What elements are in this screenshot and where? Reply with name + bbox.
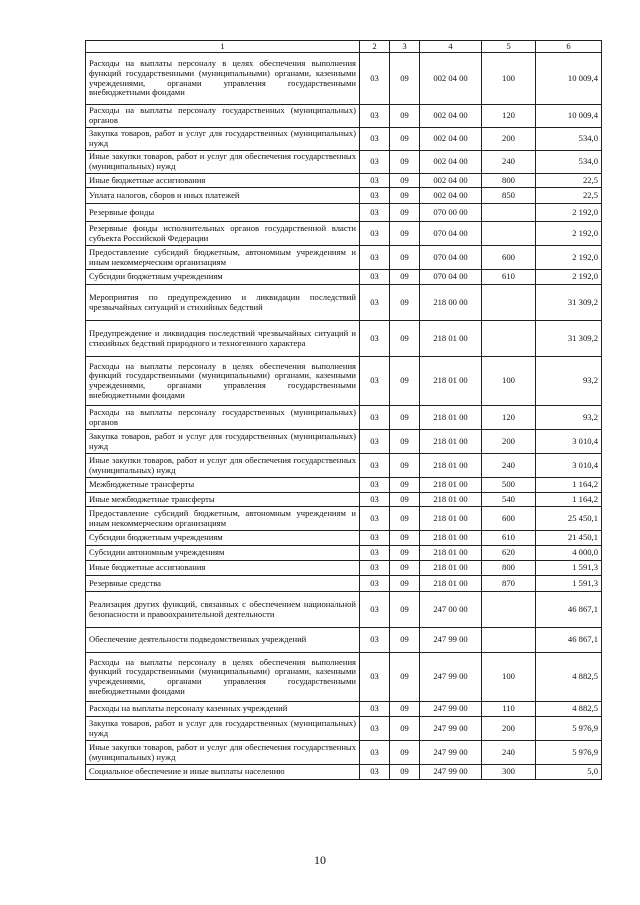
- cell-expense-type: 110: [482, 702, 536, 717]
- table-row: [86, 53, 602, 105]
- table-row: [86, 592, 602, 628]
- cell-target-article: 218 01 00: [420, 430, 482, 454]
- cell-subsection: 09: [390, 246, 420, 270]
- header-col-2: 2: [360, 41, 390, 53]
- cell-amount: 93,2: [536, 406, 602, 430]
- cell-subsection: 09: [390, 531, 420, 546]
- cell-target-article: 218 01 00: [420, 454, 482, 478]
- cell-expense-type: 800: [482, 174, 536, 188]
- cell-section: 03: [360, 53, 390, 105]
- cell-expense-type: 540: [482, 493, 536, 507]
- cell-section: 03: [360, 270, 390, 285]
- cell-expense-type: [482, 285, 536, 321]
- table-row: [86, 357, 602, 406]
- cell-target-article: 218 01 00: [420, 357, 482, 406]
- cell-section: 03: [360, 531, 390, 546]
- cell-amount: 10 009,4: [536, 53, 602, 105]
- cell-amount: 2 192,0: [536, 246, 602, 270]
- cell-target-article: 218 01 00: [420, 478, 482, 493]
- cell-section: 03: [360, 741, 390, 765]
- cell-section: 03: [360, 507, 390, 531]
- cell-subsection: 09: [390, 222, 420, 246]
- table-row: [86, 151, 602, 174]
- cell-name: Резервные средства: [86, 576, 360, 592]
- cell-target-article: 002 04 00: [420, 174, 482, 188]
- cell-target-article: 070 04 00: [420, 270, 482, 285]
- table-row: [86, 430, 602, 454]
- cell-name: Иные закупки товаров, работ и услуг для обеспечения государственных (муниципальных) нужд: [86, 454, 360, 478]
- table-row: [86, 653, 602, 702]
- cell-target-article: 218 01 00: [420, 576, 482, 592]
- cell-name: Уплата налогов, сборов и иных платежей: [86, 188, 360, 204]
- cell-amount: 1 164,2: [536, 478, 602, 493]
- cell-name: Расходы на выплаты персоналу в целях обеспечения выполнения функций государственными (муниципальными) органами, казенными учреждениями, органами управления государственными внебюджетными фондами: [86, 53, 360, 105]
- cell-expense-type: 100: [482, 357, 536, 406]
- cell-section: 03: [360, 357, 390, 406]
- cell-section: 03: [360, 546, 390, 561]
- cell-name: Межбюджетные трансферты: [86, 478, 360, 493]
- cell-section: 03: [360, 321, 390, 357]
- cell-name: Субсидии бюджетным учреждениям: [86, 270, 360, 285]
- cell-section: 03: [360, 561, 390, 576]
- cell-subsection: 09: [390, 270, 420, 285]
- cell-target-article: 070 04 00: [420, 222, 482, 246]
- cell-amount: 534,0: [536, 128, 602, 151]
- budget-sheet: [85, 40, 601, 780]
- table-row: [86, 531, 602, 546]
- cell-subsection: 09: [390, 478, 420, 493]
- table-body: [86, 53, 602, 780]
- cell-subsection: 09: [390, 592, 420, 628]
- cell-amount: 1 164,2: [536, 493, 602, 507]
- cell-name: Расходы на выплаты персоналу в целях обеспечения выполнения функций государственными (муниципальными) органами, казенными учреждениями, органами управления государственными внебюджетными фондами: [86, 653, 360, 702]
- cell-amount: 2 192,0: [536, 222, 602, 246]
- table-row: [86, 246, 602, 270]
- table-row: [86, 765, 602, 780]
- cell-amount: 93,2: [536, 357, 602, 406]
- cell-name: Расходы на выплаты персоналу казенных учреждений: [86, 702, 360, 717]
- cell-expense-type: 500: [482, 478, 536, 493]
- header-col-1: 1: [86, 41, 360, 53]
- cell-expense-type: 240: [482, 454, 536, 478]
- cell-target-article: 002 04 00: [420, 151, 482, 174]
- cell-amount: 22,5: [536, 174, 602, 188]
- cell-expense-type: 200: [482, 430, 536, 454]
- cell-expense-type: [482, 222, 536, 246]
- cell-amount: 22,5: [536, 188, 602, 204]
- table-row: [86, 105, 602, 128]
- cell-amount: 2 192,0: [536, 204, 602, 222]
- cell-amount: 46 867,1: [536, 592, 602, 628]
- cell-target-article: 002 04 00: [420, 105, 482, 128]
- cell-name: Расходы на выплаты персоналу государственных (муниципальных) органов: [86, 105, 360, 128]
- cell-name: Иные бюджетные ассигнования: [86, 174, 360, 188]
- cell-name: Закупка товаров, работ и услуг для государственных (муниципальных) нужд: [86, 430, 360, 454]
- header-col-4: 4: [420, 41, 482, 53]
- cell-amount: 5,0: [536, 765, 602, 780]
- table-row: [86, 321, 602, 357]
- cell-target-article: 247 99 00: [420, 628, 482, 653]
- cell-subsection: 09: [390, 576, 420, 592]
- cell-target-article: 218 01 00: [420, 561, 482, 576]
- cell-subsection: 09: [390, 493, 420, 507]
- cell-section: 03: [360, 628, 390, 653]
- cell-subsection: 09: [390, 628, 420, 653]
- table-row: [86, 128, 602, 151]
- table-row: [86, 741, 602, 765]
- cell-section: 03: [360, 246, 390, 270]
- cell-name: Иные межбюджетные трансферты: [86, 493, 360, 507]
- cell-expense-type: 100: [482, 653, 536, 702]
- cell-section: 03: [360, 430, 390, 454]
- cell-name: Закупка товаров, работ и услуг для государственных (муниципальных) нужд: [86, 717, 360, 741]
- cell-name: Иные закупки товаров, работ и услуг для обеспечения государственных (муниципальных) нужд: [86, 741, 360, 765]
- cell-section: 03: [360, 406, 390, 430]
- cell-amount: 46 867,1: [536, 628, 602, 653]
- cell-amount: 3 010,4: [536, 454, 602, 478]
- table-row: [86, 478, 602, 493]
- cell-expense-type: [482, 204, 536, 222]
- header-col-5: 5: [482, 41, 536, 53]
- cell-amount: 31 309,2: [536, 285, 602, 321]
- cell-expense-type: 620: [482, 546, 536, 561]
- cell-section: 03: [360, 765, 390, 780]
- table-row: [86, 270, 602, 285]
- cell-name: Мероприятия по предупреждению и ликвидации последствий чрезвычайных ситуаций и стихийных бедствий: [86, 285, 360, 321]
- table-row: [86, 628, 602, 653]
- cell-target-article: 218 01 00: [420, 507, 482, 531]
- cell-target-article: 247 99 00: [420, 741, 482, 765]
- table-row: [86, 493, 602, 507]
- cell-name: Предоставление субсидий бюджетным, автономным учреждениям и иным некоммерческим организациям: [86, 246, 360, 270]
- cell-section: 03: [360, 128, 390, 151]
- cell-target-article: 070 04 00: [420, 246, 482, 270]
- table-row: [86, 717, 602, 741]
- table-row: [86, 702, 602, 717]
- cell-name: Субсидии бюджетным учреждениям: [86, 531, 360, 546]
- cell-name: Обеспечение деятельности подведомственных учреждений: [86, 628, 360, 653]
- cell-expense-type: [482, 592, 536, 628]
- cell-subsection: 09: [390, 105, 420, 128]
- cell-target-article: 218 01 00: [420, 321, 482, 357]
- cell-expense-type: 120: [482, 105, 536, 128]
- cell-name: Предупреждение и ликвидация последствий чрезвычайных ситуаций и стихийных бедствий природного и техногенного характера: [86, 321, 360, 357]
- cell-subsection: 09: [390, 430, 420, 454]
- cell-name: Резервные фонды исполнительных органов государственной власти субъекта Российской Федерации: [86, 222, 360, 246]
- table-row: [86, 406, 602, 430]
- cell-target-article: 218 01 00: [420, 493, 482, 507]
- cell-target-article: 218 01 00: [420, 406, 482, 430]
- cell-name: Расходы на выплаты персоналу в целях обеспечения выполнения функций государственными (муниципальными) органами, казенными учреждениями, органами управления государственными внебюджетными фондами: [86, 357, 360, 406]
- cell-expense-type: 610: [482, 270, 536, 285]
- cell-expense-type: 240: [482, 151, 536, 174]
- table-header-row: [86, 41, 602, 53]
- cell-amount: 4 882,5: [536, 653, 602, 702]
- cell-subsection: 09: [390, 128, 420, 151]
- cell-section: 03: [360, 151, 390, 174]
- cell-expense-type: 610: [482, 531, 536, 546]
- cell-target-article: 247 00 00: [420, 592, 482, 628]
- table-row: [86, 222, 602, 246]
- cell-expense-type: 850: [482, 188, 536, 204]
- cell-expense-type: 120: [482, 406, 536, 430]
- table-row: [86, 576, 602, 592]
- cell-section: 03: [360, 188, 390, 204]
- cell-amount: 1 591,3: [536, 576, 602, 592]
- cell-section: 03: [360, 592, 390, 628]
- cell-subsection: 09: [390, 765, 420, 780]
- table-row: [86, 285, 602, 321]
- cell-target-article: 247 99 00: [420, 702, 482, 717]
- cell-subsection: 09: [390, 546, 420, 561]
- cell-name: Резервные фонды: [86, 204, 360, 222]
- cell-expense-type: 800: [482, 561, 536, 576]
- cell-subsection: 09: [390, 507, 420, 531]
- cell-name: Субсидии автономным учреждениям: [86, 546, 360, 561]
- cell-section: 03: [360, 493, 390, 507]
- cell-section: 03: [360, 105, 390, 128]
- cell-section: 03: [360, 222, 390, 246]
- cell-amount: 2 192,0: [536, 270, 602, 285]
- cell-subsection: 09: [390, 357, 420, 406]
- cell-section: 03: [360, 702, 390, 717]
- cell-section: 03: [360, 576, 390, 592]
- cell-subsection: 09: [390, 717, 420, 741]
- cell-subsection: 09: [390, 151, 420, 174]
- cell-subsection: 09: [390, 561, 420, 576]
- cell-expense-type: 600: [482, 246, 536, 270]
- table-row: [86, 188, 602, 204]
- cell-expense-type: 200: [482, 717, 536, 741]
- cell-name: Иные бюджетные ассигнования: [86, 561, 360, 576]
- cell-subsection: 09: [390, 653, 420, 702]
- cell-section: 03: [360, 653, 390, 702]
- cell-name: Расходы на выплаты персоналу государственных (муниципальных) органов: [86, 406, 360, 430]
- cell-subsection: 09: [390, 321, 420, 357]
- cell-target-article: 218 00 00: [420, 285, 482, 321]
- budget-table: [85, 40, 602, 780]
- cell-target-article: 247 99 00: [420, 717, 482, 741]
- cell-target-article: 247 99 00: [420, 765, 482, 780]
- cell-amount: 31 309,2: [536, 321, 602, 357]
- cell-section: 03: [360, 204, 390, 222]
- cell-subsection: 09: [390, 406, 420, 430]
- cell-amount: 5 976,9: [536, 741, 602, 765]
- cell-section: 03: [360, 478, 390, 493]
- cell-subsection: 09: [390, 53, 420, 105]
- table-row: [86, 507, 602, 531]
- cell-target-article: 002 04 00: [420, 53, 482, 105]
- cell-expense-type: [482, 321, 536, 357]
- cell-section: 03: [360, 454, 390, 478]
- cell-expense-type: [482, 628, 536, 653]
- cell-amount: 5 976,9: [536, 717, 602, 741]
- cell-name: Предоставление субсидий бюджетным, автономным учреждениям и иным некоммерческим организациям: [86, 507, 360, 531]
- cell-target-article: 247 99 00: [420, 653, 482, 702]
- cell-name: Социальное обеспечение и иные выплаты населению: [86, 765, 360, 780]
- cell-expense-type: 300: [482, 765, 536, 780]
- table-row: [86, 546, 602, 561]
- cell-amount: 1 591,3: [536, 561, 602, 576]
- table-row: [86, 454, 602, 478]
- table-row: [86, 561, 602, 576]
- cell-subsection: 09: [390, 204, 420, 222]
- cell-amount: 4 882,5: [536, 702, 602, 717]
- cell-amount: 25 450,1: [536, 507, 602, 531]
- cell-expense-type: 240: [482, 741, 536, 765]
- cell-amount: 4 000,0: [536, 546, 602, 561]
- cell-subsection: 09: [390, 285, 420, 321]
- table-row: [86, 204, 602, 222]
- cell-target-article: 002 04 00: [420, 128, 482, 151]
- cell-expense-type: 100: [482, 53, 536, 105]
- cell-expense-type: 600: [482, 507, 536, 531]
- header-col-6: 6: [536, 41, 602, 53]
- cell-subsection: 09: [390, 188, 420, 204]
- page-number: 10: [314, 853, 326, 867]
- cell-subsection: 09: [390, 174, 420, 188]
- cell-section: 03: [360, 174, 390, 188]
- cell-target-article: 070 00 00: [420, 204, 482, 222]
- table-row: [86, 174, 602, 188]
- cell-target-article: 218 01 00: [420, 546, 482, 561]
- cell-section: 03: [360, 285, 390, 321]
- cell-subsection: 09: [390, 454, 420, 478]
- cell-expense-type: 200: [482, 128, 536, 151]
- cell-name: Реализация других функций, связанных с обеспечением национальной безопасности и правоохранительной деятельности: [86, 592, 360, 628]
- cell-target-article: 218 01 00: [420, 531, 482, 546]
- cell-name: Иные закупки товаров, работ и услуг для обеспечения государственных (муниципальных) нужд: [86, 151, 360, 174]
- cell-amount: 21 450,1: [536, 531, 602, 546]
- header-col-3: 3: [390, 41, 420, 53]
- cell-subsection: 09: [390, 702, 420, 717]
- cell-amount: 10 009,4: [536, 105, 602, 128]
- cell-amount: 534,0: [536, 151, 602, 174]
- cell-section: 03: [360, 717, 390, 741]
- cell-amount: 3 010,4: [536, 430, 602, 454]
- cell-subsection: 09: [390, 741, 420, 765]
- cell-expense-type: 870: [482, 576, 536, 592]
- cell-name: Закупка товаров, работ и услуг для государственных (муниципальных) нужд: [86, 128, 360, 151]
- cell-target-article: 002 04 00: [420, 188, 482, 204]
